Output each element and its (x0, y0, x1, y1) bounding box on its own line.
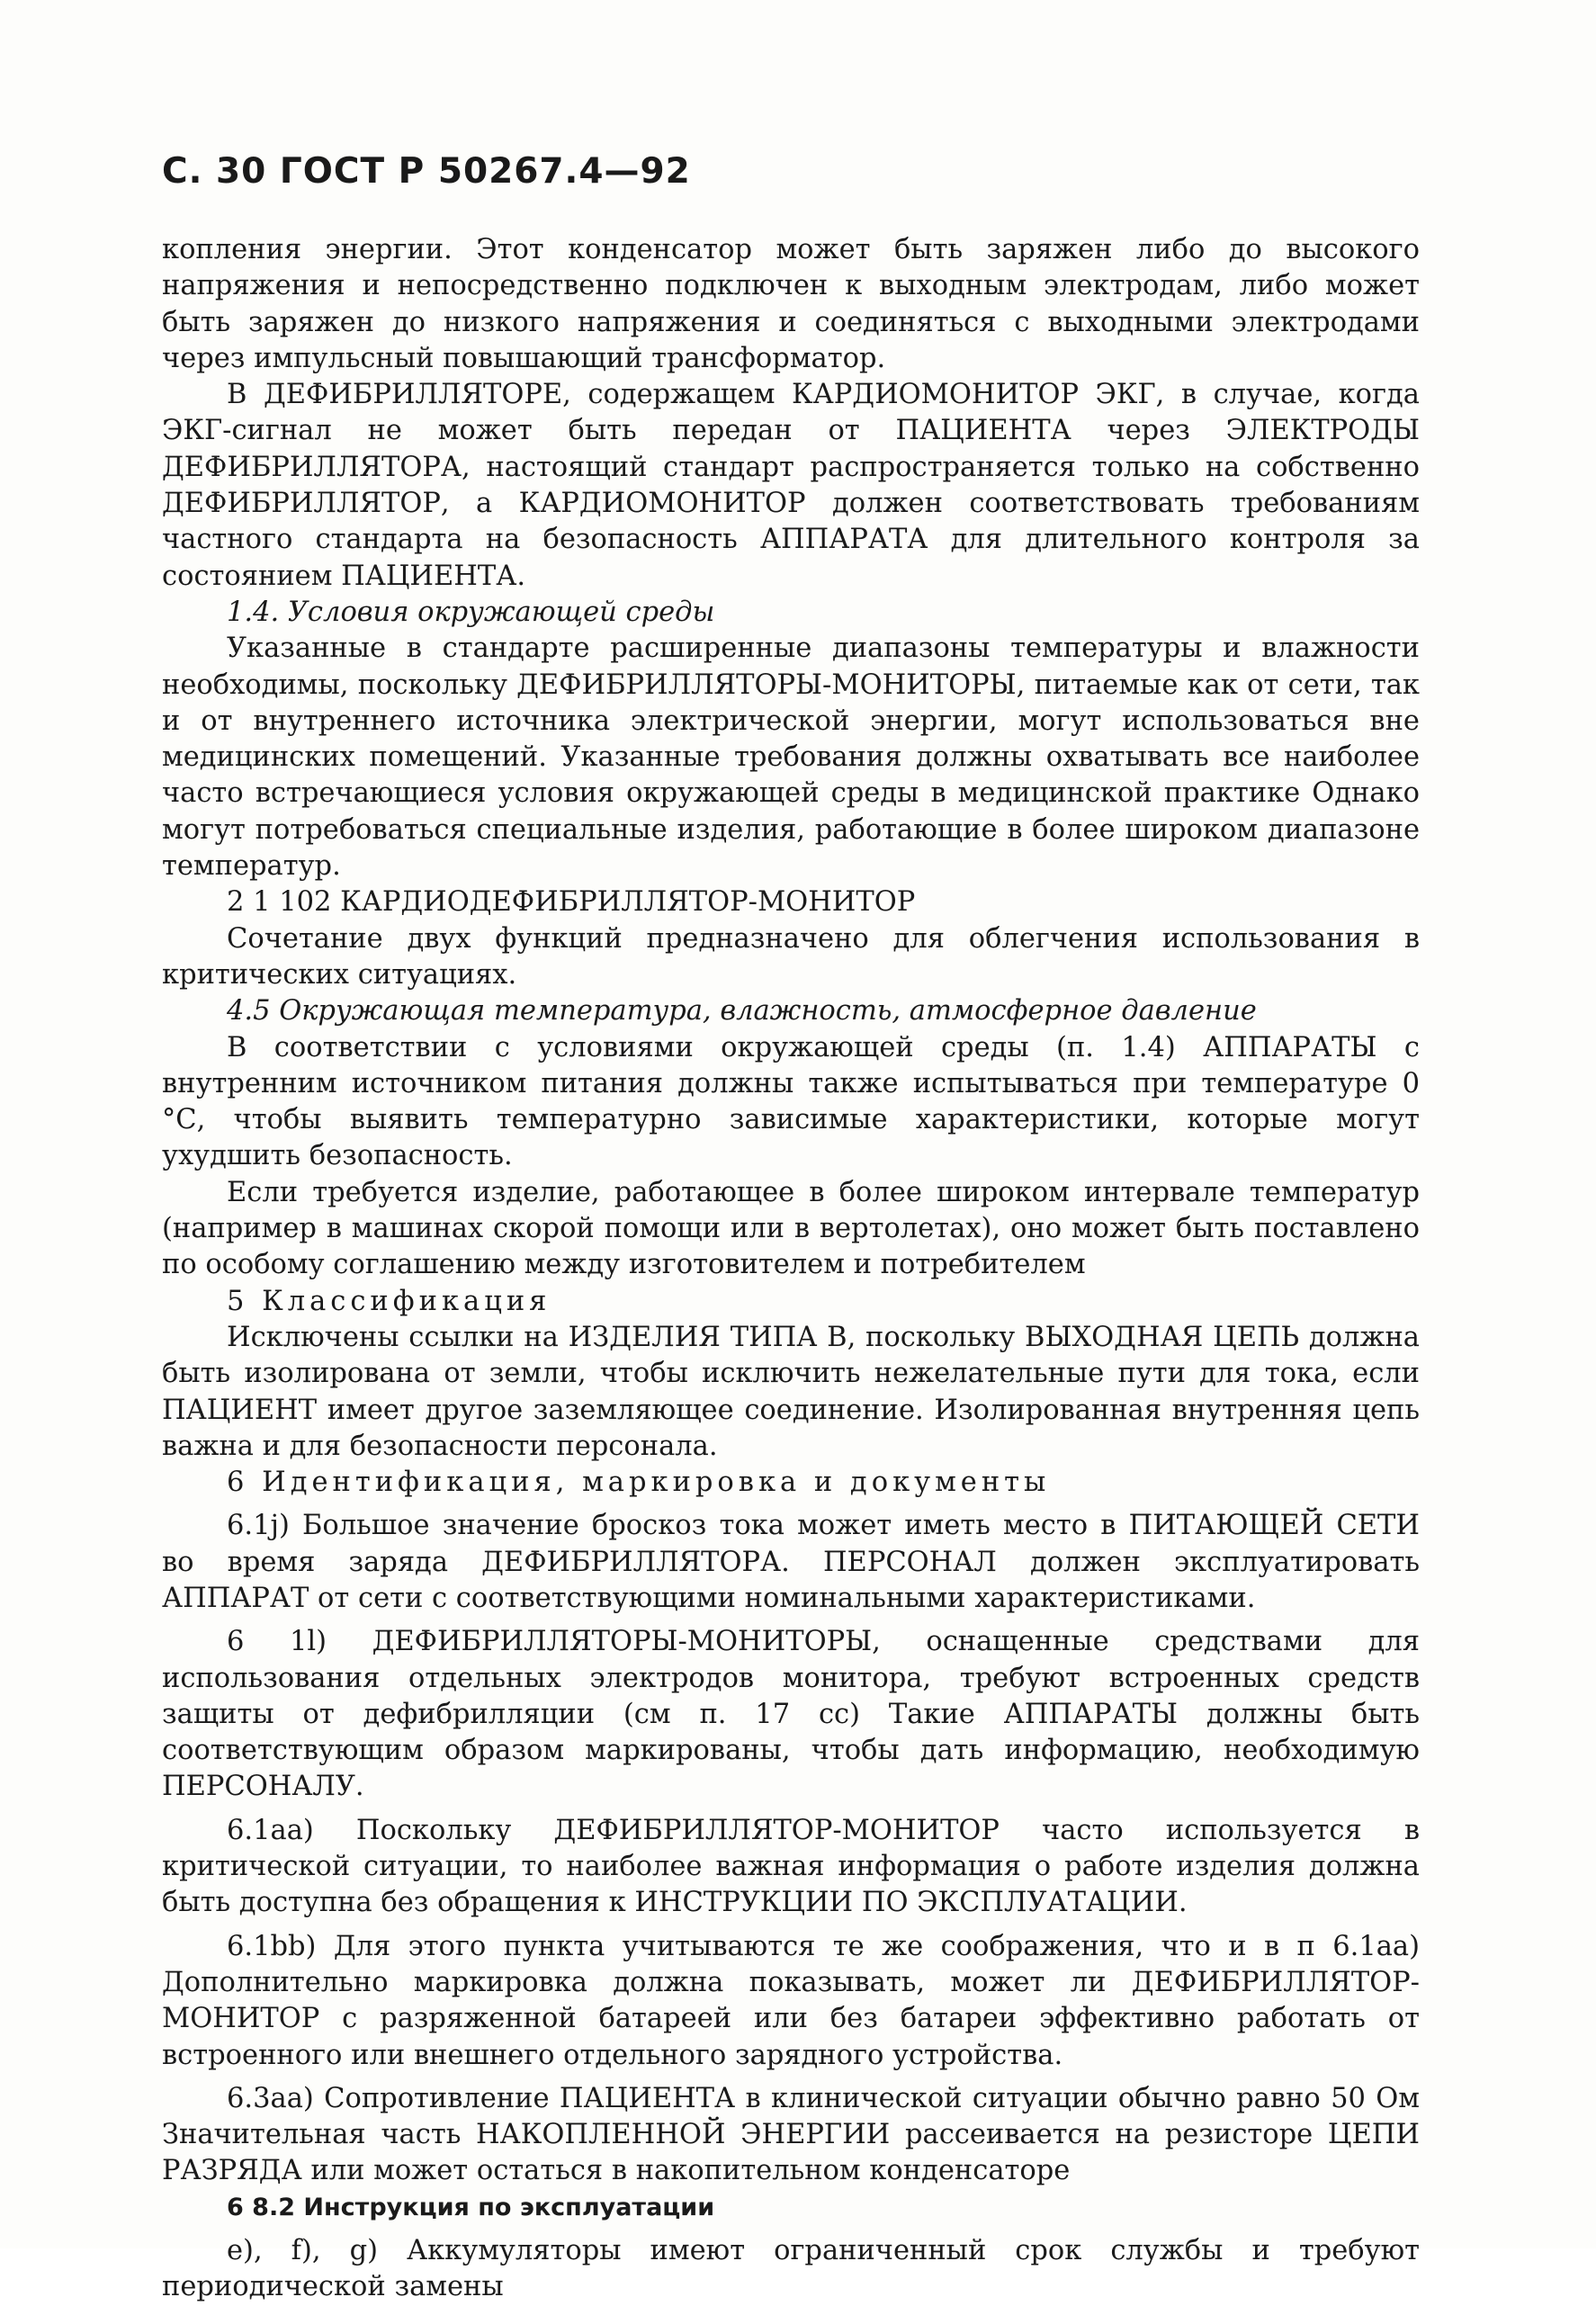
paragraph-12: 6.3аа) Сопротивление ПАЦИЕНТА в клинической ситуации обычно равно 50 Ом Значительная часть НАКОПЛЕННОЙ ЭНЕРГИИ рассеивается на резисторе ЦЕПИ РАЗРЯДА или может остаться в накопительном конденсаторе (162, 2082, 1420, 2187)
page-header: С. 30 ГОСТ Р 50267.4—92 (162, 151, 691, 192)
paragraph-4: Сочетание двух функций предназначено для облегчения использования в критических ситуациях. (162, 922, 1420, 991)
section-heading-6-8-2: 6 8.2 Инструкция по эксплуатации (227, 2193, 715, 2221)
paragraph-6: Если требуется изделие, работающее в более широком интервале температур (например в машинах скорой помощи или в вертолетах), оно может быть поставлено по особому соглашению между изготовителем и потребителем (162, 1176, 1420, 1281)
paragraph-1: копления энергии. Этот конденсатор может быть заряжен либо до высокого напряжения и непосредственно подключен к выходным электродам, либо может быть заряжен до низкого напряжения и соединяться с выходными электродами через импульсный повышающий трансформатор. (162, 234, 1420, 374)
paragraph-3: Указанные в стандарте расширенные диапазоны температуры и влажности необходимы, поскольку ДЕФИБРИЛЛЯТОРЫ-МОНИТОРЫ, питаемые как от сети, так и от внутреннего источника электрической энергии, могут использоваться вне медицинских помещений. Указанные требования должны охватывать все наиболее часто встречающиеся условия окружающей среды в медицинской практике Однако могут потребоваться специальные изделия, работающие в более широком диапазоне температур. (162, 633, 1420, 883)
paragraph-9: 6 1l) ДЕФИБРИЛЛЯТОРЫ-МОНИТОРЫ, оснащенные средствами для использования отдельных электродов монитора, требуют встроенных средств защиты от дефибрилляции (см п. 17 сс) Такие АППАРАТЫ должны быть соответствующим образом маркированы, чтобы дать информацию, необходимую ПЕРСОНАЛУ. (162, 1626, 1420, 1803)
paragraph-7: Исключены ссылки на ИЗДЕЛИЯ ТИПА В, поскольку ВЫХОДНАЯ ЦЕПЬ должна быть изолирована от земли, чтобы исключить нежелательные пути для тока, если ПАЦИЕНТ имеет другое заземляющее соединение. Изолированная внутренняя цепь важна и для безопасности персонала. (162, 1321, 1420, 1462)
section-heading-1-4: 1.4. Условия окружающей среды (227, 596, 715, 628)
paragraph-13: е), f), g) Аккумуляторы имеют ограниченный срок службы и требуют периодической замены (162, 2235, 1420, 2303)
paragraph-8: 6.1j) Большое значение броскоз тока может иметь место в ПИТАЮЩЕЙ СЕТИ во время заряда ДЕФИБРИЛЛЯТОРА. ПЕРСОНАЛ должен эксплуатировать АППАРАТ от сети с соответствующими номинальными характеристиками. (162, 1510, 1420, 1614)
section-heading-5: 5 Классификация (227, 1285, 551, 1317)
section-heading-4-5: 4.5 Окружающая температура, влажность, атмосферное давление (227, 995, 1257, 1027)
section-heading-6: 6 Идентификация, маркировка и документы (227, 1467, 1051, 1499)
paragraph-11: 6.1bb) Для этого пункта учитываются те же соображения, что и в п 6.1аа) Дополнительно маркировка должна показывать, может ли ДЕФИБРИЛЛЯТОР-МОНИТОР с разряженной батареей или без батареи эффективно работать от встроенного или внешнего отдельного зарядного устройства. (162, 1930, 1420, 2071)
paragraph-2: В ДЕФИБРИЛЛЯТОРЕ, содержащем КАРДИОМОНИТОР ЭКГ, в случае, когда ЭКГ-сигнал не может быть передан от ПАЦИЕНТА через ЭЛЕКТРОДЫ ДЕФИБРИЛЛЯТОРА, настоящий стандарт распространяется только на собственно ДЕФИБРИЛЛЯТОР, а КАРДИОМОНИТОР должен соответствовать требованиям частного стандарта на безопасность АППАРАТА для длительного контроля за состоянием ПАЦИЕНТА. (162, 379, 1420, 592)
document-body (162, 232, 1420, 2306)
paragraph-10: 6.1аа) Поскольку ДЕФИБРИЛЛЯТОР-МОНИТОР часто используется в критической ситуации, то наиболее важная информация о работе изделия должна быть доступна без обращения к ИНСТРУКЦИИ ПО ЭКСПЛУАТАЦИИ. (162, 1814, 1420, 1919)
paragraph-5: В соответствии с условиями окружающей среды (п. 1.4) АППАРАТЫ с внутренним источником питания должны также испытываться при температуре 0 °С, чтобы выявить температурно зависимые характеристики, которые могут ухудшить безопасность. (162, 1031, 1420, 1172)
section-heading-2-1-102: 2 1 102 КАРДИОДЕФИБРИЛЛЯТОР-МОНИТОР (227, 886, 916, 919)
